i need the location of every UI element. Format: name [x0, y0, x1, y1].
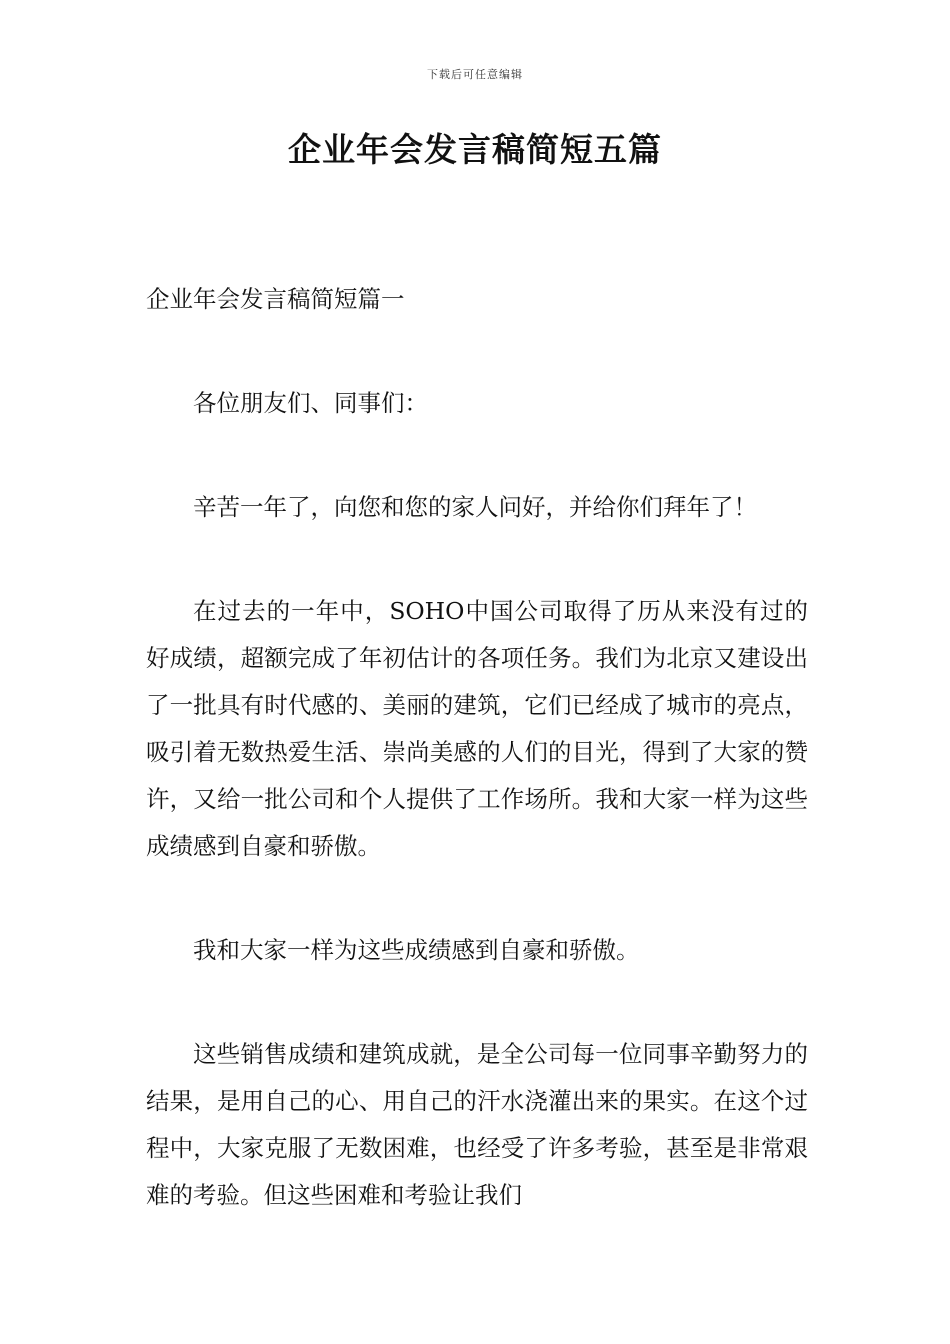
document-title: 企业年会发言稿简短五篇 [288, 130, 662, 169]
document-body [146, 276, 808, 1219]
paragraph-new-year-wishes: 辛苦一年了，向您和您的家人问好，并给你们拜年了！ [193, 493, 757, 521]
section-heading: 企业年会发言稿简短篇一 [146, 285, 405, 313]
paragraph-greeting: 各位朋友们、同事们： [193, 389, 428, 417]
paragraph-efforts: 这些销售成绩和建筑成就，是全公司每一位同事辛勤努力的结果，是用自己的心、用自己的汗水浇灌出来的果实。在这个过程中，大家克服了无数困难，也经受了许多考验，甚至是非常艰难的考验。但这些困难和考验让我们 [146, 1040, 808, 1209]
header-note: 下载后可任意编辑 [427, 68, 523, 81]
paragraph-pride: 我和大家一样为这些成绩感到自豪和骄傲。 [193, 936, 640, 964]
paragraph-achievements: 在过去的一年中，SOHO中国公司取得了历从来没有过的好成绩，超额完成了年初估计的各项任务。我们为北京又建设出了一批具有时代感的、美丽的建筑，它们已经成了城市的亮点，吸引着无数热爱生活、崇尚美感的人们的目光，得到了大家的赞许，又给一批公司和个人提供了工作场所。我和大家一样为这些成绩感到自豪和骄傲。 [146, 597, 808, 860]
